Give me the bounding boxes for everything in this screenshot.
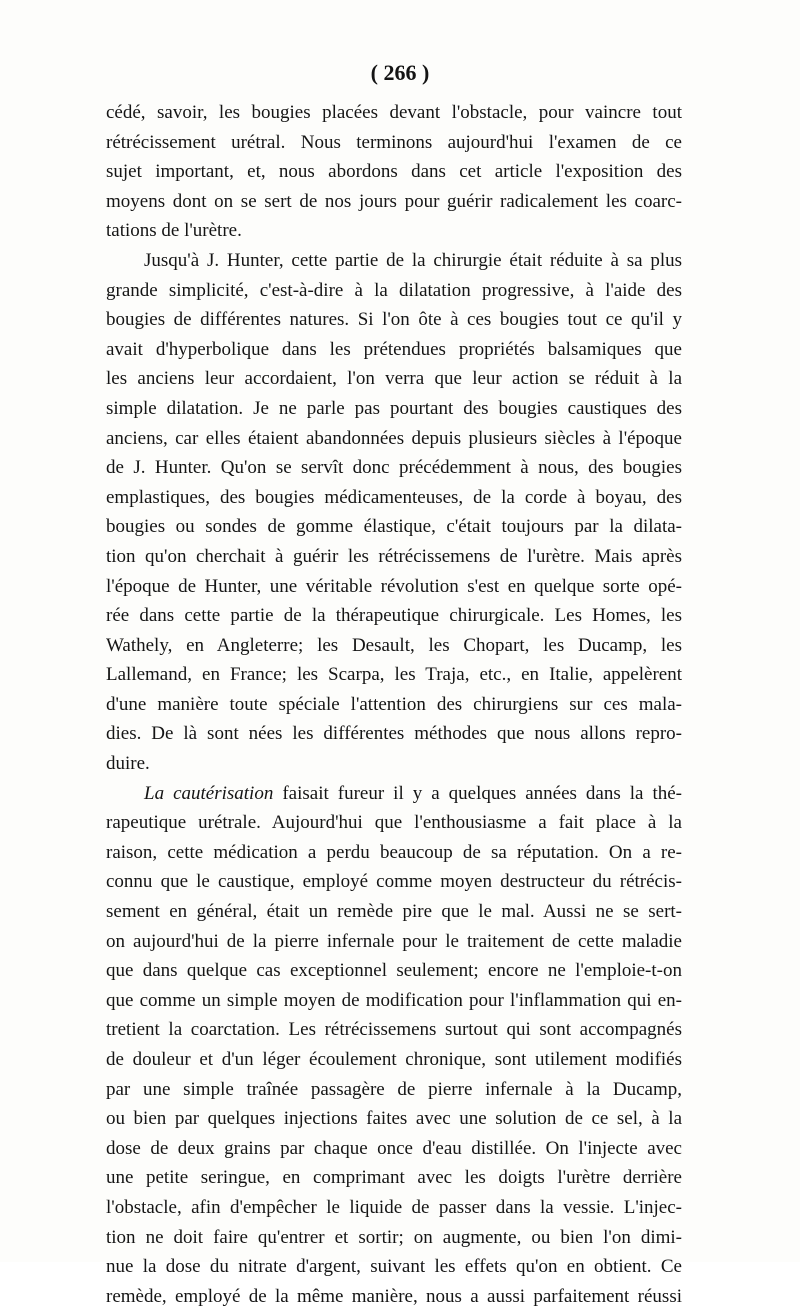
text-line: l'époque de Hunter, une véritable révolution s'est en quelque sorte opé- [106, 575, 682, 597]
text-line: sujet important, et, nous abordons dans cet article l'exposition des [106, 161, 682, 183]
text-line: raison, cette médication a perdu beaucoup de sa réputation. On a re- [106, 841, 682, 863]
text-line: une petite seringue, en comprimant avec les doigts l'urètre derrière [106, 1167, 682, 1189]
text-line: bougies ou sondes de gomme élastique, c'était toujours par la dilata- [106, 516, 682, 538]
text-line: anciens, car elles étaient abandonnées depuis plusieurs siècles à l'époque [106, 427, 682, 449]
text-line: d'une manière toute spéciale l'attention des chirurgiens sur ces mala- [106, 693, 682, 715]
text-line: dies. De là sont nées les différentes méthodes que nous allons repro- [106, 723, 682, 745]
text-line: rétrécissement urétral. Nous terminons aujourd'hui l'examen de ce [106, 131, 682, 153]
paragraph-3 [106, 779, 682, 1311]
text-line: sement en général, était un remède pire que le mal. Aussi ne se sert- [106, 901, 682, 923]
paragraph-1 [106, 98, 682, 246]
text-line: duire. [106, 753, 150, 775]
text-line: dose de deux grains par chaque once d'eau distillée. On l'injecte avec [106, 1137, 682, 1159]
text-line: moyens dont on se sert de nos jours pour guérir radicalement les coarc- [106, 190, 682, 212]
text-line: de douleur et d'un léger écoulement chronique, sont utilement modifiés [106, 1049, 682, 1070]
text-line: l'obstacle, afin d'empêcher le liquide de passer dans la vessie. L'injec- [106, 1196, 682, 1218]
text-line: Lallemand, en France; les Scarpa, les Traja, etc., en Italie, appelèrent [106, 664, 682, 686]
text-line: cédé, savoir, les bougies placées devant l'obstacle, pour vaincre tout [106, 102, 682, 123]
text-line: nue la dose du nitrate d'argent, suivant les effets qu'on en obtient. Ce [106, 1256, 682, 1278]
text-line-first [106, 779, 682, 809]
text-line: rapeutique urétrale. Aujourd'hui que l'enthousiasme a fait place à la [106, 812, 682, 834]
text-line: avait d'hyperbolique dans les prétendues propriétés balsamiques que [106, 338, 682, 360]
text-line: connu que le caustique, employé comme moyen destructeur du rétrécis- [106, 871, 682, 893]
text-line: Jusqu'à J. Hunter, cette partie de la chirurgie était réduite à sa plus [144, 249, 682, 271]
text-line: les anciens leur accordaient, l'on verra que leur action se réduit à la [106, 368, 682, 390]
text-line: tations de l'urètre. [106, 220, 242, 242]
text-line: tion ne doit faire qu'entrer et sortir; on augmente, ou bien l'on dimi- [106, 1226, 682, 1248]
page-number: ( 266 ) [370, 60, 430, 85]
text-line: de J. Hunter. Qu'on se servît donc précédemment à nous, des bougies [106, 457, 682, 479]
text-line: bougies de différentes natures. Si l'on ôte à ces bougies tout ce qu'il y [106, 309, 682, 331]
text-line: Wathely, en Angleterre; les Desault, les Chopart, les Ducamp, les [106, 634, 682, 656]
italic-term: La cautérisation [144, 782, 274, 804]
text-line: rée dans cette partie de la thérapeutique chirurgicale. Les Homes, les [106, 605, 682, 627]
text-line-rest: faisait fureur il y a quelques années dans la thé- [273, 782, 682, 804]
text-line: emplastiques, des bougies médicamenteuses, de la corde à boyau, des [106, 486, 682, 508]
text-line: grande simplicité, c'est-à-dire à la dilatation progressive, à l'aide des [106, 279, 682, 301]
text-line: simple dilatation. Je ne parle pas pourtant des bougies caustiques des [106, 397, 682, 419]
text-line: que dans quelque cas exceptionnel seulement; encore ne l'emploie-t-on [106, 960, 682, 982]
text-line: tretient la coarctation. Les rétrécissemens surtout qui sont accompagnés [106, 1019, 682, 1041]
text-line: par une simple traînée passagère de pierre infernale à la Ducamp, [106, 1078, 682, 1100]
body-text [106, 98, 682, 1311]
text-line: on aujourd'hui de la pierre infernale pour le traitement de cette maladie [106, 930, 682, 952]
text-line: que comme un simple moyen de modification pour l'inflammation qui en- [106, 989, 682, 1011]
text-line: tion qu'on cherchait à guérir les rétrécissemens de l'urètre. Mais après [106, 545, 682, 567]
paragraph-2 [106, 246, 682, 779]
text-line: ou bien par quelques injections faites avec une solution de ce sel, à la [106, 1108, 682, 1130]
text-line: remède, employé de la même manière, nous a aussi parfaitement réussi [106, 1285, 682, 1307]
